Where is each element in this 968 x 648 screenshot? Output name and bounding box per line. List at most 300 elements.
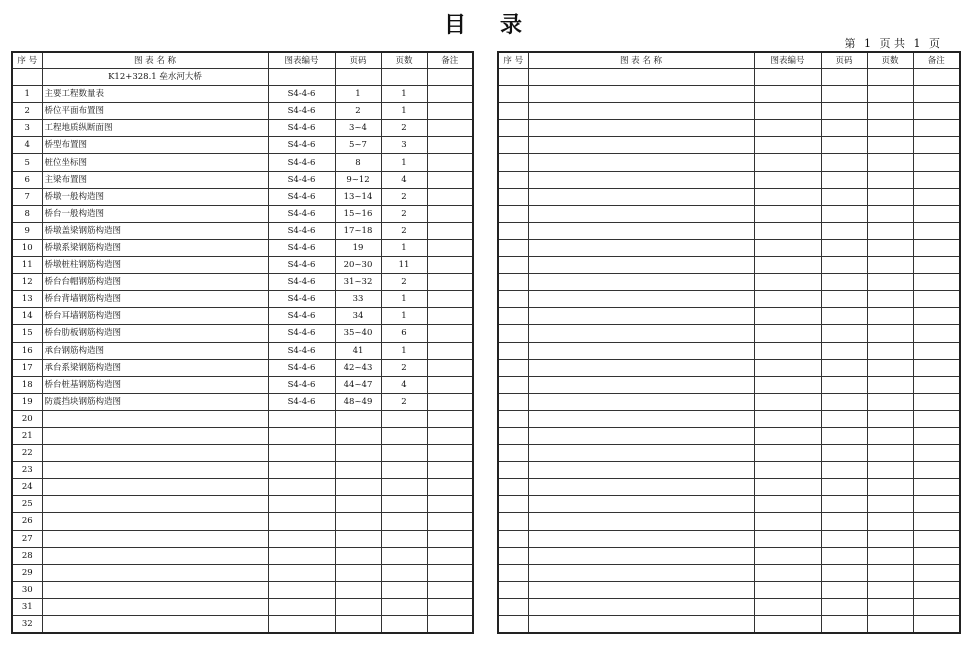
header-seq: 序 号: [12, 52, 42, 69]
empty-table-row: [498, 564, 960, 581]
empty-cell: [754, 103, 821, 120]
toc-table-right: [497, 51, 961, 634]
empty-table-row: [498, 257, 960, 274]
row-remark: [427, 239, 473, 256]
empty-cell: [498, 445, 528, 462]
empty-cell: [498, 393, 528, 410]
empty-cell: [913, 188, 960, 205]
empty-cell: [754, 239, 821, 256]
row-drawing-code: S4-4-6: [268, 393, 335, 410]
row-page-count: 2: [381, 359, 427, 376]
row-remark: [427, 410, 473, 427]
row-page: 1: [335, 86, 381, 103]
row-drawing-code: S4-4-6: [268, 239, 335, 256]
empty-cell: [754, 137, 821, 154]
empty-cell: [528, 103, 754, 120]
row-page: 9~12: [335, 171, 381, 188]
row-drawing-name: 桥台背墙钢筋构造图: [42, 291, 268, 308]
empty-cell: [498, 376, 528, 393]
empty-cell: [528, 513, 754, 530]
row-drawing-name: [42, 581, 268, 598]
empty-cell: [498, 222, 528, 239]
empty-cell: [754, 393, 821, 410]
table-row: [12, 308, 473, 325]
row-page: 31~32: [335, 274, 381, 291]
row-remark: [427, 291, 473, 308]
row-page-count: [381, 530, 427, 547]
empty-cell: [913, 427, 960, 444]
row-drawing-code: [268, 496, 335, 513]
row-page: 42~43: [335, 359, 381, 376]
row-page-count: [381, 564, 427, 581]
row-number: 29: [12, 564, 42, 581]
row-remark: [427, 496, 473, 513]
empty-cell: [528, 239, 754, 256]
table-row: [12, 445, 473, 462]
row-number: 2: [12, 103, 42, 120]
empty-cell: [528, 445, 754, 462]
empty-cell: [867, 581, 913, 598]
empty-cell: [754, 581, 821, 598]
row-drawing-code: [268, 513, 335, 530]
row-number: 15: [12, 325, 42, 342]
empty-cell: [867, 496, 913, 513]
empty-cell: [498, 205, 528, 222]
table-row: [12, 103, 473, 120]
page-current: 1: [864, 37, 871, 50]
empty-cell: [754, 188, 821, 205]
empty-cell: [498, 342, 528, 359]
empty-cell: [754, 359, 821, 376]
row-drawing-name: 桥台桩基钢筋构造图: [42, 376, 268, 393]
empty-cell: [913, 257, 960, 274]
empty-cell: [867, 462, 913, 479]
empty-table-row: [498, 427, 960, 444]
empty-cell: [867, 274, 913, 291]
empty-table-row: [498, 547, 960, 564]
row-drawing-code: [268, 581, 335, 598]
row-drawing-code: S4-4-6: [268, 222, 335, 239]
row-page-count: [381, 547, 427, 564]
empty-cell: [754, 291, 821, 308]
empty-cell: [821, 376, 867, 393]
row-drawing-name: [42, 564, 268, 581]
row-drawing-name: 桥墩系梁钢筋构造图: [42, 239, 268, 256]
empty-table-row: [498, 103, 960, 120]
empty-cell: [913, 154, 960, 171]
row-remark: [427, 376, 473, 393]
empty-cell: [528, 496, 754, 513]
empty-table-row: [498, 325, 960, 342]
row-page-count: 1: [381, 291, 427, 308]
row-drawing-name: 主要工程数量表: [42, 86, 268, 103]
empty-cell: [498, 257, 528, 274]
table-row: [12, 359, 473, 376]
table-row: [12, 239, 473, 256]
row-drawing-code: S4-4-6: [268, 154, 335, 171]
section-title-row: [12, 69, 473, 86]
row-remark: [427, 359, 473, 376]
empty-cell: [528, 188, 754, 205]
empty-cell: [913, 376, 960, 393]
row-drawing-code: S4-4-6: [268, 86, 335, 103]
empty-cell: [528, 479, 754, 496]
row-drawing-code: S4-4-6: [268, 308, 335, 325]
empty-cell: [913, 291, 960, 308]
row-remark: [427, 462, 473, 479]
empty-table-row: [498, 171, 960, 188]
empty-cell: [867, 222, 913, 239]
row-drawing-name: 桥台耳墙钢筋构造图: [42, 308, 268, 325]
row-drawing-code: [268, 427, 335, 444]
row-number: 24: [12, 479, 42, 496]
row-page: 33: [335, 291, 381, 308]
row-drawing-code: [268, 479, 335, 496]
empty-cell: [528, 154, 754, 171]
row-remark: [427, 103, 473, 120]
row-page: 35~40: [335, 325, 381, 342]
row-remark: [427, 154, 473, 171]
row-page: 3~4: [335, 120, 381, 137]
empty-cell: [754, 496, 821, 513]
empty-table-row: [498, 291, 960, 308]
row-drawing-code: [268, 410, 335, 427]
row-drawing-code: S4-4-6: [268, 205, 335, 222]
row-page: [335, 496, 381, 513]
empty-cell: [821, 69, 867, 86]
row-page-count: [381, 616, 427, 634]
title-char-2: 录: [500, 13, 525, 38]
row-number: 9: [12, 222, 42, 239]
row-page-count: 1: [381, 154, 427, 171]
empty-cell: [821, 222, 867, 239]
row-number: 5: [12, 154, 42, 171]
row-drawing-code: [268, 564, 335, 581]
empty-cell: [528, 137, 754, 154]
row-page: 13~14: [335, 188, 381, 205]
row-drawing-name: 桥墩盖梁钢筋构造图: [42, 222, 268, 239]
row-page-count: 4: [381, 171, 427, 188]
row-remark: [427, 120, 473, 137]
empty-cell: [528, 86, 754, 103]
empty-cell: [867, 137, 913, 154]
row-page-count: 11: [381, 257, 427, 274]
empty-table-row: [498, 393, 960, 410]
table-row: [12, 530, 473, 547]
empty-cell: [821, 154, 867, 171]
empty-table-row: [498, 376, 960, 393]
row-drawing-code: S4-4-6: [268, 359, 335, 376]
row-page: 44~47: [335, 376, 381, 393]
row-drawing-code: S4-4-6: [268, 137, 335, 154]
row-drawing-name: [42, 479, 268, 496]
row-drawing-name: 桩位坐标图: [42, 154, 268, 171]
row-remark: [427, 581, 473, 598]
row-remark: [427, 325, 473, 342]
row-page-count: 2: [381, 393, 427, 410]
empty-cell: [528, 547, 754, 564]
empty-table-row: [498, 342, 960, 359]
empty-table-row: [498, 410, 960, 427]
row-page-count: 3: [381, 137, 427, 154]
empty-cell: [528, 205, 754, 222]
empty-cell: [913, 274, 960, 291]
empty-cell: [528, 598, 754, 615]
empty-cell: [913, 120, 960, 137]
row-drawing-name: 桥墩一般构造图: [42, 188, 268, 205]
empty-cell: [867, 598, 913, 615]
empty-table-row: [498, 205, 960, 222]
empty-cell: [913, 564, 960, 581]
row-page: 48~49: [335, 393, 381, 410]
empty-cell: [498, 479, 528, 496]
row-page: [335, 564, 381, 581]
empty-cell: [867, 103, 913, 120]
empty-cell: [913, 171, 960, 188]
row-number: 26: [12, 513, 42, 530]
table-row: [12, 479, 473, 496]
table-row: [12, 547, 473, 564]
row-drawing-name: [42, 410, 268, 427]
empty-cell: [498, 239, 528, 256]
row-drawing-code: S4-4-6: [268, 342, 335, 359]
row-drawing-name: 桥墩桩柱钢筋构造图: [42, 257, 268, 274]
row-remark: [427, 137, 473, 154]
row-remark: [427, 205, 473, 222]
row-page-count: [381, 513, 427, 530]
empty-cell: [913, 479, 960, 496]
row-number: 32: [12, 616, 42, 634]
row-remark: [427, 547, 473, 564]
section-title: K12+328.1 垒水河大桥: [42, 69, 268, 86]
row-remark: [427, 445, 473, 462]
row-drawing-code: [268, 598, 335, 615]
table-row: [12, 616, 473, 634]
empty-cell: [821, 342, 867, 359]
row-page: 17~18: [335, 222, 381, 239]
empty-cell: [528, 530, 754, 547]
empty-cell: [498, 86, 528, 103]
empty-cell: [498, 616, 528, 634]
empty-cell: [821, 410, 867, 427]
header-page: 页码: [821, 52, 867, 69]
row-page: 34: [335, 308, 381, 325]
row-page: 15~16: [335, 205, 381, 222]
row-page-count: 2: [381, 274, 427, 291]
empty-cell: [913, 616, 960, 634]
row-drawing-name: [42, 445, 268, 462]
header-count: 页数: [381, 52, 427, 69]
row-number: 20: [12, 410, 42, 427]
empty-cell: [913, 239, 960, 256]
empty-cell: [754, 342, 821, 359]
empty-cell: [913, 598, 960, 615]
empty-cell: [528, 410, 754, 427]
row-page: [335, 427, 381, 444]
row-page: [335, 445, 381, 462]
empty-cell: [867, 342, 913, 359]
row-page: [335, 513, 381, 530]
page-indicator: [840, 35, 941, 51]
empty-cell: [754, 564, 821, 581]
row-drawing-name: [42, 547, 268, 564]
empty-cell: [754, 205, 821, 222]
empty-cell: [754, 69, 821, 86]
row-drawing-code: S4-4-6: [268, 325, 335, 342]
row-page-count: [381, 598, 427, 615]
empty-cell: [913, 205, 960, 222]
empty-cell: [528, 291, 754, 308]
row-number: 17: [12, 359, 42, 376]
empty-cell: [867, 513, 913, 530]
header-name: 图 表 名 称: [42, 52, 268, 69]
row-drawing-name: 主梁布置图: [42, 171, 268, 188]
empty-cell: [498, 274, 528, 291]
row-page: [335, 530, 381, 547]
empty-cell: [867, 291, 913, 308]
empty-cell: [754, 325, 821, 342]
empty-table-row: [498, 188, 960, 205]
row-page-count: [381, 479, 427, 496]
row-page-count: 1: [381, 86, 427, 103]
table-row: [12, 137, 473, 154]
row-remark: [427, 427, 473, 444]
empty-table-row: [498, 274, 960, 291]
empty-cell: [913, 513, 960, 530]
row-drawing-name: 工程地质纵断面图: [42, 120, 268, 137]
empty-cell: [821, 86, 867, 103]
empty-cell: [528, 462, 754, 479]
row-page: 41: [335, 342, 381, 359]
empty-cell: [821, 427, 867, 444]
table-row: [12, 154, 473, 171]
empty-cell: [867, 359, 913, 376]
empty-cell: [821, 616, 867, 634]
header-name: 图 表 名 称: [528, 52, 754, 69]
empty-cell: [821, 257, 867, 274]
empty-cell: [821, 496, 867, 513]
row-number: 19: [12, 393, 42, 410]
empty-cell: [498, 291, 528, 308]
row-remark: [427, 257, 473, 274]
empty-cell: [867, 479, 913, 496]
empty-cell: [867, 325, 913, 342]
empty-cell: [498, 581, 528, 598]
row-drawing-name: [42, 427, 268, 444]
header-code: 图表编号: [754, 52, 821, 69]
empty-cell: [528, 69, 754, 86]
empty-cell: [498, 325, 528, 342]
empty-cell: [498, 410, 528, 427]
row-drawing-name: [42, 530, 268, 547]
empty-cell: [498, 547, 528, 564]
row-number: 21: [12, 427, 42, 444]
empty-cell: [498, 171, 528, 188]
row-number: 14: [12, 308, 42, 325]
table-row: [12, 325, 473, 342]
table-row: [12, 86, 473, 103]
empty-cell: [821, 274, 867, 291]
row-page-count: [381, 462, 427, 479]
empty-table-row: [498, 598, 960, 615]
row-page-count: 1: [381, 308, 427, 325]
empty-cell: [754, 513, 821, 530]
empty-cell: [754, 616, 821, 634]
row-drawing-code: S4-4-6: [268, 171, 335, 188]
table-row: [12, 496, 473, 513]
row-remark: [427, 308, 473, 325]
table-row: [12, 257, 473, 274]
empty-cell: [821, 445, 867, 462]
empty-cell: [867, 257, 913, 274]
row-drawing-name: [42, 496, 268, 513]
header-row: [498, 52, 960, 69]
header-code: 图表编号: [268, 52, 335, 69]
row-page-count: [381, 445, 427, 462]
empty-table-row: [498, 86, 960, 103]
row-page: [335, 462, 381, 479]
table-row: [12, 598, 473, 615]
row-drawing-name: 承台钢筋构造图: [42, 342, 268, 359]
row-drawing-code: S4-4-6: [268, 103, 335, 120]
empty-cell: [913, 393, 960, 410]
empty-cell: [754, 274, 821, 291]
header-count: 页数: [867, 52, 913, 69]
row-number: 10: [12, 239, 42, 256]
toc-table-left: [11, 51, 474, 634]
row-number: 18: [12, 376, 42, 393]
row-page-count: 1: [381, 103, 427, 120]
row-remark: [427, 188, 473, 205]
empty-cell: [867, 188, 913, 205]
empty-cell: [821, 530, 867, 547]
table-row: [12, 410, 473, 427]
header-remark: 备注: [427, 52, 473, 69]
empty-cell: [821, 393, 867, 410]
table-row: [12, 171, 473, 188]
empty-cell: [498, 513, 528, 530]
row-page: 8: [335, 154, 381, 171]
empty-cell: [913, 325, 960, 342]
empty-cell: [528, 376, 754, 393]
empty-cell: [913, 342, 960, 359]
empty-cell: [528, 393, 754, 410]
empty-cell: [754, 120, 821, 137]
empty-cell: [821, 171, 867, 188]
empty-cell: [913, 445, 960, 462]
empty-cell: [913, 462, 960, 479]
empty-cell: [821, 308, 867, 325]
row-drawing-code: [268, 445, 335, 462]
table-row: [12, 205, 473, 222]
empty-cell: [913, 308, 960, 325]
empty-cell: [913, 359, 960, 376]
empty-cell: [821, 359, 867, 376]
empty-cell: [754, 154, 821, 171]
header-row: [12, 52, 473, 69]
empty-cell: [528, 564, 754, 581]
row-remark: [427, 274, 473, 291]
row-number: 16: [12, 342, 42, 359]
row-drawing-name: 桥台一般构造图: [42, 205, 268, 222]
empty-cell: [754, 171, 821, 188]
row-drawing-code: S4-4-6: [268, 257, 335, 274]
row-remark: [427, 479, 473, 496]
row-remark: [427, 513, 473, 530]
row-drawing-name: 桥位平面布置图: [42, 103, 268, 120]
row-number: 3: [12, 120, 42, 137]
empty-cell: [821, 598, 867, 615]
